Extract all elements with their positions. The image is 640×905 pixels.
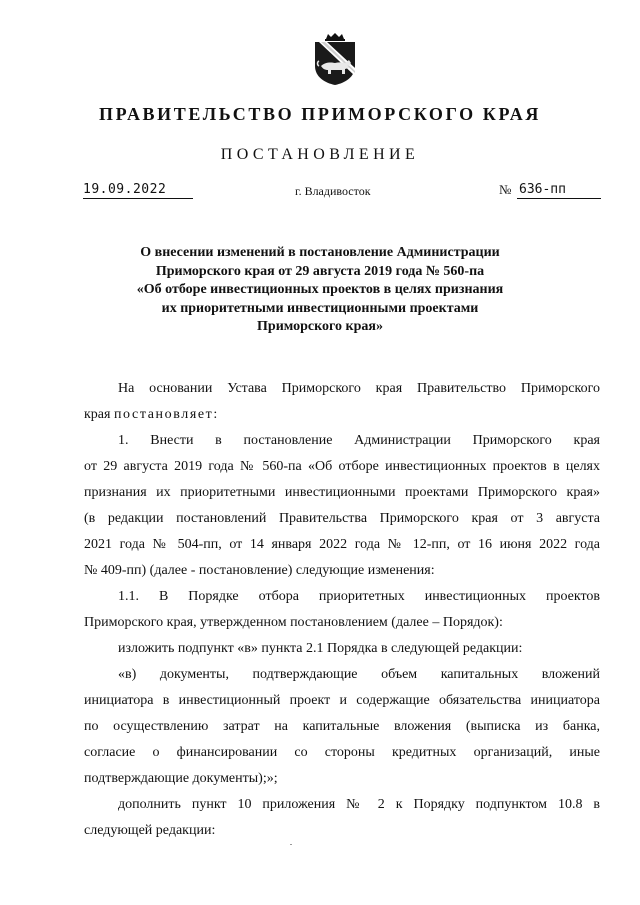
body-line: подтверждающие документы);»;	[84, 771, 278, 786]
scan-speck	[290, 844, 292, 845]
body-line: «в) документы, подтверждающие объем капитальных вложений	[118, 667, 600, 682]
body-line: 1.1. В Порядке отбора приоритетных инвестиционных проектов	[118, 589, 600, 604]
document-meta	[83, 182, 603, 202]
resolution-word: постановляет	[113, 407, 214, 422]
body-line: 1. Внести в постановление Администрации Приморского края	[118, 433, 600, 448]
government-title: ПРАВИТЕЛЬСТВО ПРИМОРСКОГО КРАЯ	[99, 104, 541, 124]
document-type: ПОСТАНОВЛЕНИЕ	[220, 146, 420, 163]
coat-of-arms-emblem-icon	[311, 32, 359, 86]
heading-line: «Об отборе инвестиционных проектов в целях признания	[136, 282, 504, 297]
body-line: дополнить пункт 10 приложения № 2 к Порядку подпунктом 10.8 в	[118, 797, 600, 812]
document-heading	[90, 244, 550, 337]
document-body	[84, 376, 600, 844]
body-line: Приморского края, утвержденном постановлением (далее – Порядок):	[84, 615, 503, 630]
body-line: изложить подпункт «в» пункта 2.1 Порядка в следующей редакции:	[118, 641, 523, 656]
heading-line: Приморского края от 29 августа 2019 года № 560-па	[155, 263, 485, 279]
document-city: г. Владивосток	[295, 184, 371, 198]
body-line: признания их приоритетными инвестиционными проектами Приморского края»	[84, 485, 600, 500]
body-text-fragment: края	[84, 407, 114, 422]
body-line: по осуществлению затрат на капитальные вложения (выписка из банка,	[84, 719, 600, 734]
body-line: от 29 августа 2019 года № 560-па «Об отборе инвестиционных проектов в целях	[84, 459, 600, 474]
body-line: 2021 года № 504-пп, от 14 января 2022 года № 12-пп, от 16 июня 2022 года	[84, 537, 600, 552]
heading-line: Приморского края»	[257, 319, 383, 334]
body-text-fragment: :	[213, 407, 218, 422]
document-number: 636-пп	[517, 182, 601, 199]
body-line: № 409-пп) (далее - постановление) следующие изменения:	[84, 563, 435, 578]
document-date: 19.09.2022	[83, 182, 193, 199]
body-line: следующей редакции:	[84, 823, 216, 838]
heading-line: их приоритетными инвестиционными проектами	[161, 300, 479, 316]
body-line	[84, 402, 600, 428]
heading-line: О внесении изменений в постановление Администрации	[140, 245, 500, 260]
body-line: (в редакции постановлений Правительства Приморского края от 3 августа	[84, 511, 600, 526]
body-line: согласие о финансировании со стороны кредитных организаций, иные	[84, 745, 600, 760]
document-number-label: №	[499, 182, 512, 197]
body-line: инициатора в инвестиционный проект и содержащие обязательства инициатора	[84, 693, 600, 708]
body-line: На основании Устава Приморского края Правительство Приморского	[118, 381, 600, 396]
